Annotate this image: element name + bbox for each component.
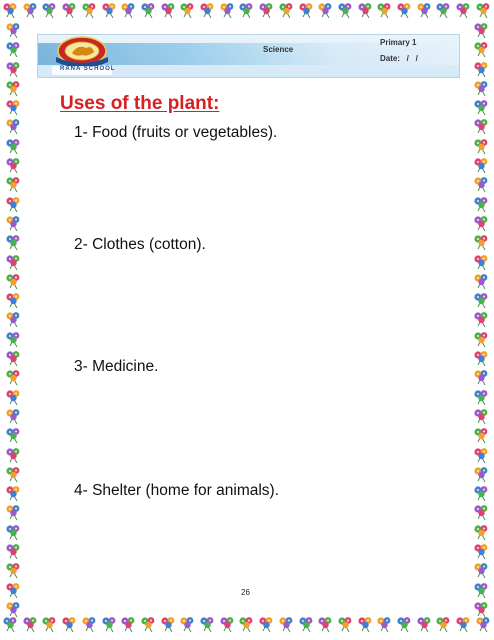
flower-bouquet-icon: [160, 616, 177, 633]
flower-bouquet-icon: [475, 616, 492, 633]
flower-bouquet-icon: [258, 616, 275, 633]
flower-bouquet-icon: [5, 350, 22, 367]
flower-bouquet-icon: [5, 427, 22, 444]
flower-bouquet-icon: [41, 2, 58, 19]
flower-bouquet-icon: [5, 80, 22, 97]
list-item-food: 1- Food (fruits or vegetables).: [74, 124, 278, 141]
flower-bouquet-icon: [473, 41, 490, 58]
flower-bouquet-icon: [337, 2, 354, 19]
flower-bouquet-icon: [473, 331, 490, 348]
flower-bouquet-icon: [473, 543, 490, 560]
worksheet-header: [37, 34, 460, 78]
flower-bouquet-icon: [5, 157, 22, 174]
flower-bouquet-icon: [5, 562, 22, 579]
list-item-shelter: 4- Shelter (home for animals).: [74, 482, 280, 499]
flower-bouquet-icon: [199, 2, 216, 19]
flower-border-bottom: [0, 616, 494, 638]
flower-bouquet-icon: [278, 616, 295, 633]
flower-bouquet-icon: [2, 616, 19, 633]
flower-bouquet-icon: [473, 80, 490, 97]
flower-bouquet-icon: [22, 616, 39, 633]
flower-bouquet-icon: [101, 2, 118, 19]
flower-bouquet-icon: [473, 562, 490, 579]
flower-bouquet-icon: [435, 2, 452, 19]
page-title: Uses of the plant:: [60, 93, 220, 114]
flower-bouquet-icon: [473, 466, 490, 483]
flower-bouquet-icon: [473, 601, 490, 618]
logo-text: RANA SCHOOL: [60, 66, 116, 72]
flower-bouquet-icon: [160, 2, 177, 19]
flower-bouquet-icon: [5, 543, 22, 560]
flower-bouquet-icon: [473, 582, 490, 599]
flower-bouquet-icon: [473, 196, 490, 213]
flower-bouquet-icon: [473, 389, 490, 406]
flower-bouquet-icon: [317, 616, 334, 633]
flower-bouquet-icon: [5, 408, 22, 425]
flower-bouquet-icon: [5, 215, 22, 232]
flower-bouquet-icon: [120, 2, 137, 19]
flower-bouquet-icon: [5, 311, 22, 328]
flower-bouquet-icon: [435, 616, 452, 633]
flower-bouquet-icon: [416, 2, 433, 19]
flower-bouquet-icon: [473, 234, 490, 251]
subject-label: Science: [263, 45, 294, 54]
flower-bouquet-icon: [5, 504, 22, 521]
flower-bouquet-icon: [473, 157, 490, 174]
flower-border-right: [470, 22, 492, 618]
flower-bouquet-icon: [5, 582, 22, 599]
flower-bouquet-icon: [473, 447, 490, 464]
flower-border-top: [0, 2, 494, 24]
flower-bouquet-icon: [5, 254, 22, 271]
flower-bouquet-icon: [5, 389, 22, 406]
flower-bouquet-icon: [41, 616, 58, 633]
flower-bouquet-icon: [416, 616, 433, 633]
school-logo-icon: [42, 35, 122, 77]
flower-bouquet-icon: [278, 2, 295, 19]
flower-bouquet-icon: [5, 485, 22, 502]
flower-bouquet-icon: [473, 254, 490, 271]
flower-bouquet-icon: [5, 273, 22, 290]
flower-bouquet-icon: [219, 616, 236, 633]
flower-bouquet-icon: [5, 369, 22, 386]
page-number: 26: [241, 588, 250, 597]
flower-bouquet-icon: [473, 408, 490, 425]
flower-border-left: [2, 22, 24, 618]
flower-bouquet-icon: [219, 2, 236, 19]
flower-bouquet-icon: [357, 2, 374, 19]
flower-bouquet-icon: [337, 616, 354, 633]
list-item-medicine: 3- Medicine.: [74, 358, 159, 375]
flower-bouquet-icon: [5, 234, 22, 251]
flower-bouquet-icon: [298, 616, 315, 633]
flower-bouquet-icon: [258, 2, 275, 19]
flower-bouquet-icon: [22, 2, 39, 19]
flower-bouquet-icon: [473, 215, 490, 232]
flower-bouquet-icon: [5, 292, 22, 309]
flower-bouquet-icon: [5, 176, 22, 193]
flower-bouquet-icon: [5, 466, 22, 483]
flower-bouquet-icon: [61, 616, 78, 633]
flower-bouquet-icon: [473, 427, 490, 444]
flower-bouquet-icon: [179, 2, 196, 19]
flower-bouquet-icon: [473, 485, 490, 502]
flower-bouquet-icon: [5, 524, 22, 541]
flower-bouquet-icon: [5, 447, 22, 464]
flower-bouquet-icon: [473, 504, 490, 521]
flower-bouquet-icon: [238, 2, 255, 19]
flower-bouquet-icon: [2, 2, 19, 19]
flower-bouquet-icon: [376, 2, 393, 19]
flower-bouquet-icon: [5, 331, 22, 348]
flower-bouquet-icon: [5, 22, 22, 39]
flower-bouquet-icon: [5, 61, 22, 78]
flower-bouquet-icon: [61, 2, 78, 19]
list-item-clothes: 2- Clothes (cotton).: [74, 236, 206, 253]
flower-bouquet-icon: [5, 196, 22, 213]
flower-bouquet-icon: [473, 369, 490, 386]
flower-bouquet-icon: [473, 350, 490, 367]
flower-bouquet-icon: [376, 616, 393, 633]
flower-bouquet-icon: [238, 616, 255, 633]
flower-bouquet-icon: [473, 524, 490, 541]
flower-bouquet-icon: [140, 616, 157, 633]
flower-bouquet-icon: [179, 616, 196, 633]
flower-bouquet-icon: [120, 616, 137, 633]
flower-bouquet-icon: [455, 2, 472, 19]
flower-bouquet-icon: [473, 311, 490, 328]
flower-bouquet-icon: [396, 2, 413, 19]
flower-bouquet-icon: [473, 61, 490, 78]
flower-bouquet-icon: [5, 99, 22, 116]
flower-bouquet-icon: [5, 138, 22, 155]
flower-bouquet-icon: [396, 616, 413, 633]
flower-bouquet-icon: [473, 99, 490, 116]
flower-bouquet-icon: [5, 41, 22, 58]
flower-bouquet-icon: [5, 601, 22, 618]
flower-bouquet-icon: [473, 176, 490, 193]
flower-bouquet-icon: [298, 2, 315, 19]
date-field: Date: / /: [380, 54, 418, 63]
flower-bouquet-icon: [5, 118, 22, 135]
flower-bouquet-icon: [473, 273, 490, 290]
flower-bouquet-icon: [475, 2, 492, 19]
flower-bouquet-icon: [473, 22, 490, 39]
flower-bouquet-icon: [473, 118, 490, 135]
flower-bouquet-icon: [101, 616, 118, 633]
flower-bouquet-icon: [317, 2, 334, 19]
flower-bouquet-icon: [81, 616, 98, 633]
flower-bouquet-icon: [81, 2, 98, 19]
flower-bouquet-icon: [140, 2, 157, 19]
flower-bouquet-icon: [455, 616, 472, 633]
flower-bouquet-icon: [473, 138, 490, 155]
flower-bouquet-icon: [199, 616, 216, 633]
flower-bouquet-icon: [473, 292, 490, 309]
grade-label: Primary 1: [380, 38, 417, 47]
flower-bouquet-icon: [357, 616, 374, 633]
